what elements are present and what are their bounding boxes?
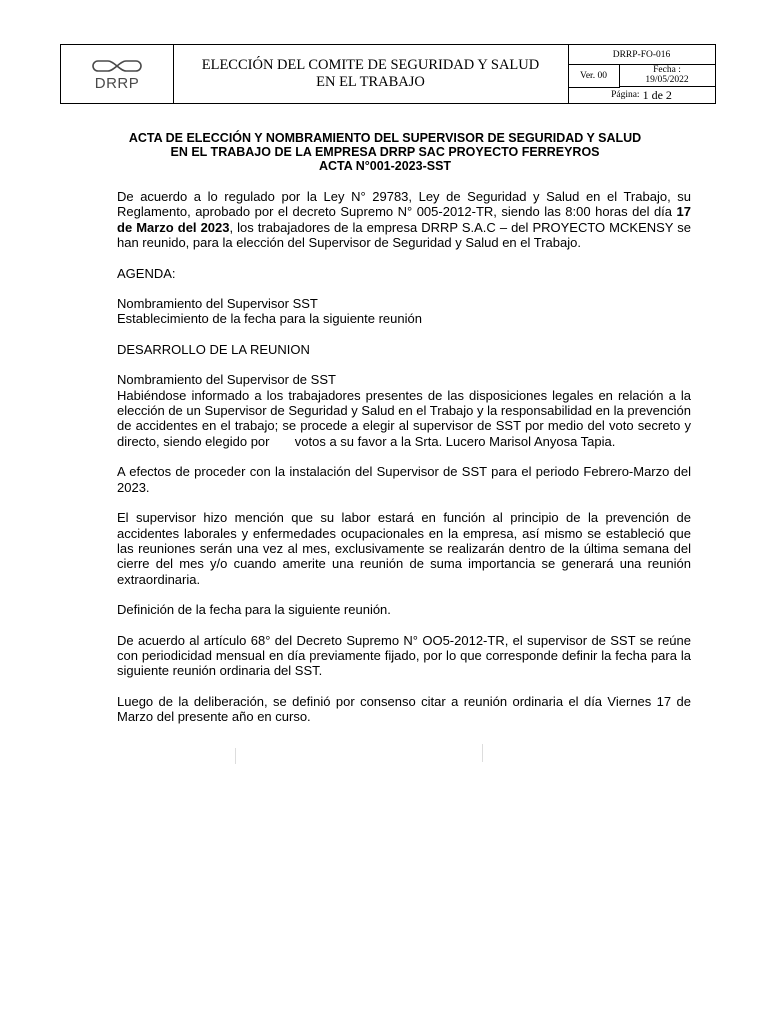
section-heading: Definición de la fecha para la siguiente reunión.	[117, 602, 391, 618]
agenda-item: Establecimiento de la fecha para la siguiente reunión	[117, 311, 422, 327]
page-label: Página:	[611, 90, 640, 100]
header-meta	[568, 45, 715, 103]
logo-infinity-icon	[88, 58, 146, 74]
scan-mark	[235, 748, 236, 764]
date-label: Fecha :	[653, 65, 681, 75]
document-date	[619, 64, 715, 87]
logo-cell	[61, 45, 174, 103]
header-title-line1: ELECCIÓN DEL COMITE DE SEGURIDAD Y SALUD	[201, 57, 540, 73]
agenda-heading: AGENDA:	[117, 265, 176, 281]
document-body	[117, 189, 695, 725]
section-heading: Nombramiento del Supervisor de SST	[117, 372, 336, 388]
title-line3: ACTA N°001-2023-SST	[318, 159, 452, 173]
document-header	[60, 44, 716, 104]
intro-paragraph: De acuerdo a lo regulado por la Ley N° 29783, Ley de Seguridad y Salud en el Trabajo, su Reglamento, aprobado por el decreto Supremo N° 005-2012-TR, siendo las 8:00 horas del día 17 de Marzo del 2023, los trabajadores de la empresa DRRP S.A.C – del PROYECTO MCKENSY se han reunido, para la elección del Supervisor de Seguridad y Salud en el Trabajo.	[117, 189, 691, 251]
supervisor-paragraph: El supervisor hizo mención que su labor estará en función al principio de la prevención de accidentes laborales y enfermedades ocupacionales en la empresa, así mismo se estableció que las reuniones serán una vez al mes, exclusivamente se realizarán dentro de la última semana del cierre del mes y/o cuando amerite una reunión de suma importancia se generará una reunión extraordinaria.	[117, 510, 691, 587]
conclusion-paragraph: Luego de la deliberación, se definió por consenso citar a reunión ordinaria el día Viernes 17 de Marzo del presente año en curso.	[117, 693, 691, 725]
header-title-line2: EN EL TRABAJO	[316, 74, 425, 90]
date-value: 19/05/2022	[645, 75, 689, 85]
header-title	[173, 45, 569, 103]
page-number	[568, 87, 715, 103]
document-code: DRRP-FO-016	[568, 45, 715, 65]
logo-text: DRRP	[94, 75, 140, 92]
page-value: 1 de 2	[642, 87, 672, 102]
document-version: Ver. 00	[568, 64, 620, 88]
development-heading: DESARROLLO DE LA REUNION	[117, 341, 310, 357]
meeting-date: 17 de Marzo del 2023	[117, 204, 691, 235]
title-line2: EN EL TRABAJO DE LA EMPRESA DRRP SAC PROYECTO FERREYROS	[170, 145, 600, 159]
installation-paragraph: A efectos de proceder con la instalación del Supervisor de SST para el periodo Febrero-Marzo del 2023.	[117, 464, 691, 495]
document-title	[110, 131, 660, 173]
election-paragraph: Habiéndose informado a los trabajadores presentes de las disposiciones legales en relación a la elección de un Supervisor de Seguridad y Salud en el Trabajo y la responsabilidad en la prevención de accidentes en el trabajo; se procede a elegir al supervisor de SST por medio del voto secreto y directo, siendo elegido por votos a su favor a la Srta. Lucero Marisol Anyosa Tapia.	[117, 387, 695, 449]
agenda-item: Nombramiento del Supervisor SST	[117, 296, 318, 312]
scan-mark	[482, 744, 483, 762]
title-line1: ACTA DE ELECCIÓN Y NOMBRAMIENTO DEL SUPERVISOR DE SEGURIDAD Y SALUD	[128, 131, 642, 145]
article-paragraph: De acuerdo al artículo 68° del Decreto Supremo N° OO5-2012-TR, el supervisor de SST se reúne con periodicidad mensual en día previamente fijado, por lo que corresponde definir la fecha para la siguiente reunión ordinaria del SST.	[117, 632, 691, 679]
